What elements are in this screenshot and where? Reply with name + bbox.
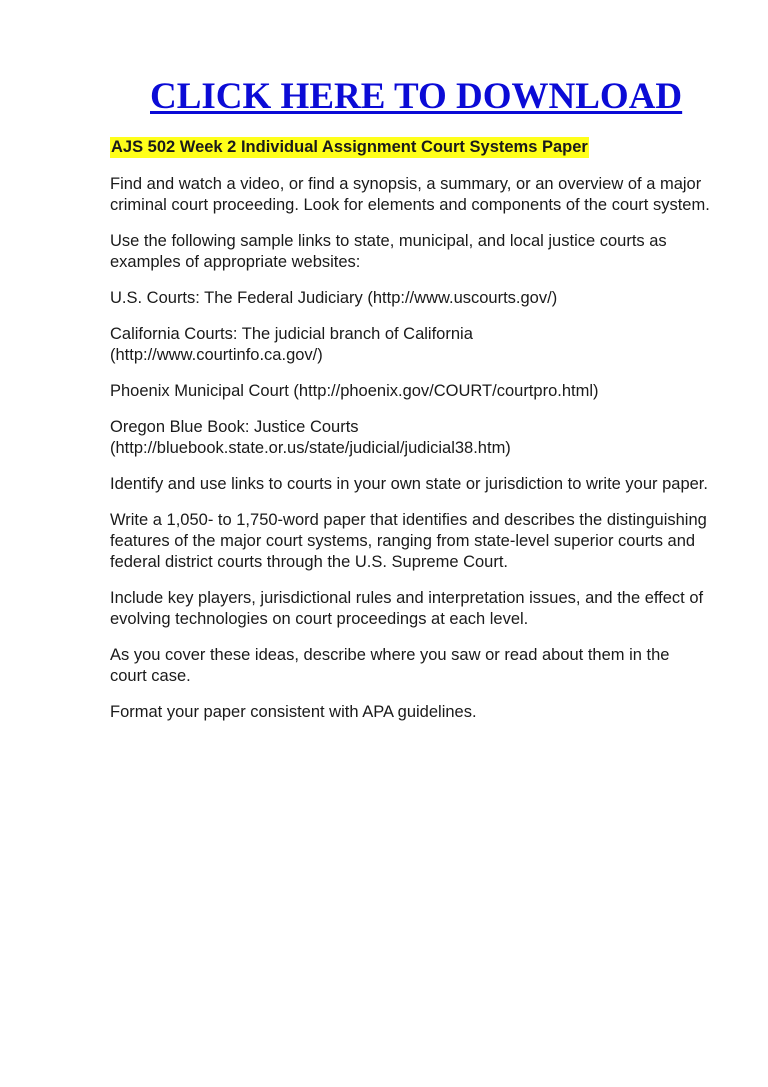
california-courts-url: (http://www.courtinfo.ca.gov/) [110, 346, 323, 364]
paragraph-word-count: Write a 1,050- to 1,750-word paper that identifies and describes the distinguishing features of the major court systems, ranging from state-level superior courts and federal district courts through the U.S. Supreme Court. [110, 511, 707, 571]
paragraph-court-case: As you cover these ideas, describe where you saw or read about them in the court case. [110, 646, 670, 685]
document-body [110, 137, 710, 738]
paragraph-key-players: Include key players, jurisdictional rules and interpretation issues, and the effect of evolving technologies on court proceedings at each level. [110, 589, 704, 628]
download-link[interactable]: CLICK HERE TO DOWNLOAD [150, 76, 683, 117]
paragraph-intro: Find and watch a video, or find a synopsis, a summary, or an overview of a major criminal court proceeding. Look for elements and components of the court system. [110, 175, 710, 214]
assignment-title [110, 137, 710, 158]
paragraph-apa-format: Format your paper consistent with APA guidelines. [110, 703, 477, 721]
paragraph-own-jurisdiction: Identify and use links to courts in your own state or jurisdiction to write your paper. [110, 475, 708, 493]
link-california-courts [110, 324, 710, 366]
paragraph-sample-links: Use the following sample links to state, municipal, and local justice courts as examples of appropriate websites: [110, 232, 667, 271]
link-oregon-blue-book [110, 417, 710, 459]
highlighted-title-text: AJS 502 Week 2 Individual Assignment Court Systems Paper [111, 138, 588, 156]
link-us-courts: U.S. Courts: The Federal Judiciary (http://www.uscourts.gov/) [110, 289, 558, 307]
link-phoenix-court: Phoenix Municipal Court (http://phoenix.gov/COURT/courtpro.html) [110, 382, 599, 400]
california-courts-label: California Courts: The judicial branch of California [110, 325, 473, 343]
oregon-blue-book-label: Oregon Blue Book: Justice Courts [110, 418, 359, 436]
oregon-blue-book-url: (http://bluebook.state.or.us/state/judicial/judicial38.htm) [110, 439, 511, 457]
